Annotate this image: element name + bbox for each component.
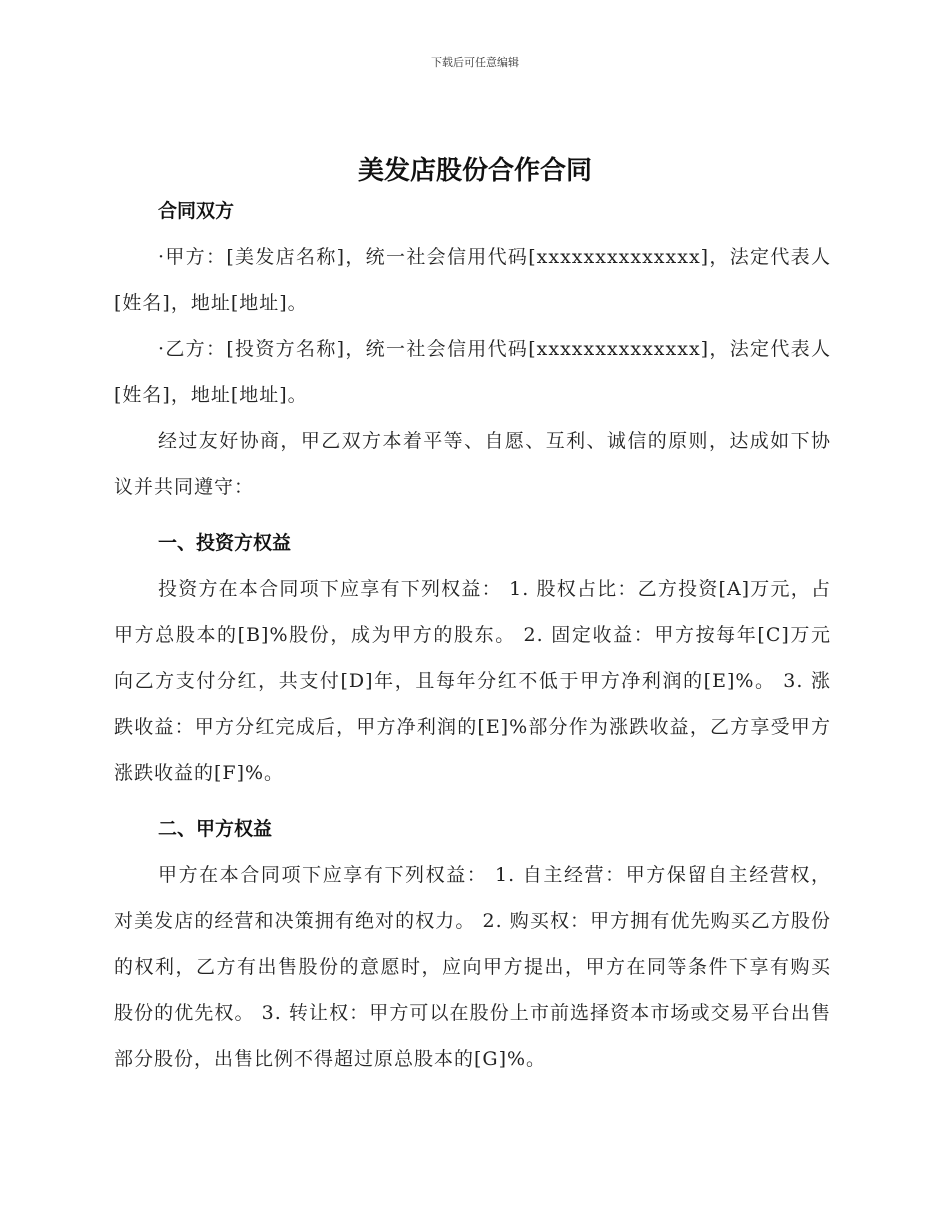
preamble-paragraph: 经过友好协商，甲乙双方本着平等、自愿、互利、诚信的原则，达成如下协议并共同遵守：	[114, 430, 831, 498]
section2-heading: 二、甲方权益	[158, 818, 273, 840]
document-title: 美发店股份合作合同	[357, 156, 592, 186]
page-header-note: 下载后可任意编辑	[431, 56, 519, 69]
section2-body: 甲方在本合同项下应享有下列权益： 1. 自主经营：甲方保留自主经营权，对美发店的经营和决策拥有绝对的权力。 2. 购买权：甲方拥有优先购买乙方股份的权利，乙方有出售股份的意愿时，应向甲方提出，甲方在同等条件下享有购买股份的优先权。 3. 转让权：甲方可以在股份上市前选择资本市场或交易平台出售部分股份，出售比例不得超过原总股本的[G]%。	[114, 864, 831, 1070]
parties-heading: 合同双方	[158, 200, 235, 222]
document-body	[114, 198, 831, 1082]
section1-heading: 一、投资方权益	[158, 532, 292, 554]
party-b-paragraph: ·乙方：[投资方名称]，统一社会信用代码[xxxxxxxxxxxxxx]，法定代表人[姓名]，地址[地址]。	[114, 338, 831, 406]
section1-body: 投资方在本合同项下应享有下列权益： 1. 股权占比：乙方投资[A]万元，占甲方总股本的[B]%股份，成为甲方的股东。 2. 固定收益：甲方按每年[C]万元向乙方支付分红，共支付[D]年，且每年分红不低于甲方净利润的[E]%。 3. 涨跌收益：甲方分红完成后，甲方净利润的[E]%部分作为涨跌收益，乙方享受甲方涨跌收益的[F]%。	[114, 578, 831, 784]
party-a-paragraph: ·甲方：[美发店名称]，统一社会信用代码[xxxxxxxxxxxxxx]，法定代表人[姓名]，地址[地址]。	[114, 246, 831, 314]
